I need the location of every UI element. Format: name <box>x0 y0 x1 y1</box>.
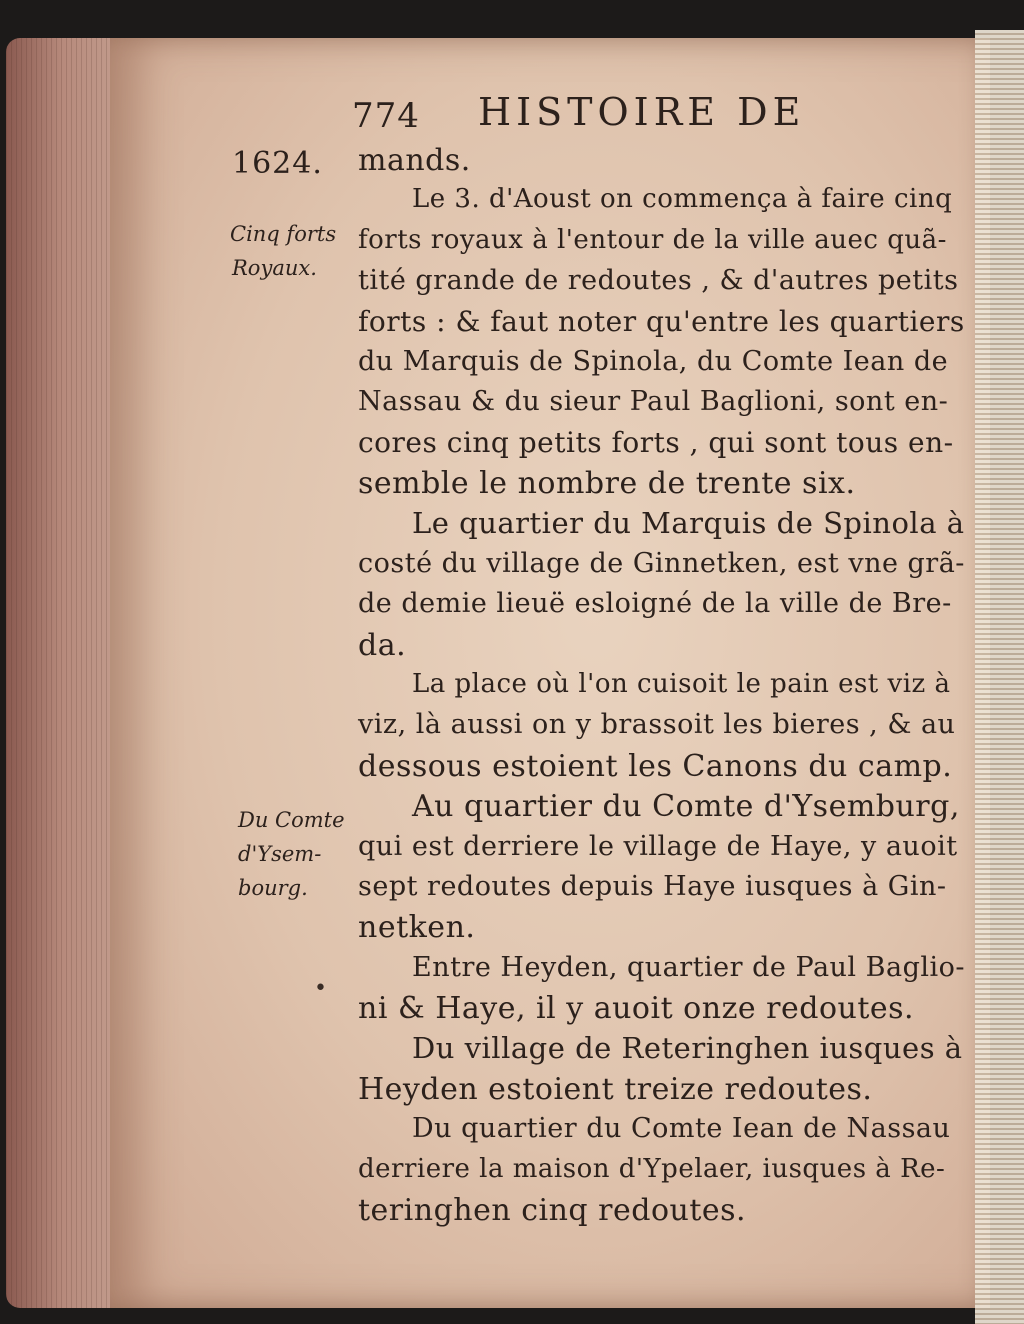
body-line: Le quartier du Marquis de Spinola à <box>412 506 965 540</box>
margin-dot: • <box>314 976 327 1001</box>
body-line: costé du village de Ginnetken, est vne grã- <box>358 548 965 579</box>
body-line: cores cinq petits forts , qui sont tous en- <box>358 426 954 459</box>
body-line: Entre Heyden, quartier de Paul Baglio- <box>412 952 966 983</box>
page-number: 774 <box>352 96 420 136</box>
margin-note-bourg: bourg. <box>238 876 308 900</box>
body-line: forts royaux à l'entour de la ville auec quã- <box>358 225 947 255</box>
body-line: netken. <box>358 910 476 945</box>
margin-note-ysemburg: d'Ysem- <box>238 842 322 866</box>
body-line: derriere la maison d'Ypelaer, iusques à Re- <box>358 1154 946 1184</box>
body-line: Le 3. d'Aoust on commença à faire cinq <box>412 184 953 214</box>
margin-year: 1624. <box>232 146 323 181</box>
body-line: mands. <box>358 143 471 178</box>
body-line: Du quartier du Comte Iean de Nassau <box>412 1113 951 1144</box>
body-line: forts : & faut noter qu'entre les quartiers <box>358 305 965 338</box>
body-line: Au quartier du Comte d'Ysemburg, <box>412 789 960 824</box>
body-line: viz, là aussi on y brassoit les bieres , & au <box>358 709 956 740</box>
body-line: Heyden estoient treize redoutes. <box>358 1072 873 1107</box>
running-title: HISTOIRE DE <box>478 90 806 134</box>
margin-note-du-comte: Du Comte <box>238 808 345 832</box>
body-line: de demie lieuë esloigné de la ville de Bre- <box>358 588 952 619</box>
body-line: Nassau & du sieur Paul Baglioni, sont en- <box>358 386 949 417</box>
body-line: qui est derriere le village de Haye, y auoit <box>358 831 958 862</box>
body-line: semble le nombre de trente six. <box>358 466 856 501</box>
margin-note-royaux: Royaux. <box>232 256 317 280</box>
body-line: sept redoutes depuis Haye iusques à Gin- <box>358 871 947 902</box>
body-line: ni & Haye, il y auoit onze redoutes. <box>358 991 915 1026</box>
next-page-edge <box>975 30 1024 1324</box>
body-line: dessous estoient les Canons du camp. <box>358 749 953 784</box>
body-line: Du village de Reteringhen iusques à <box>412 1031 963 1065</box>
body-line: du Marquis de Spinola, du Comte Iean de <box>358 346 949 377</box>
body-line: La place où l'on cuisoit le pain est viz à <box>412 669 951 699</box>
margin-note-cinq-forts: Cinq forts <box>230 222 337 246</box>
body-line: da. <box>358 628 407 663</box>
body-line: teringhen cinq redoutes. <box>358 1193 747 1228</box>
body-line: tité grande de redoutes , & d'autres petits <box>358 265 959 296</box>
